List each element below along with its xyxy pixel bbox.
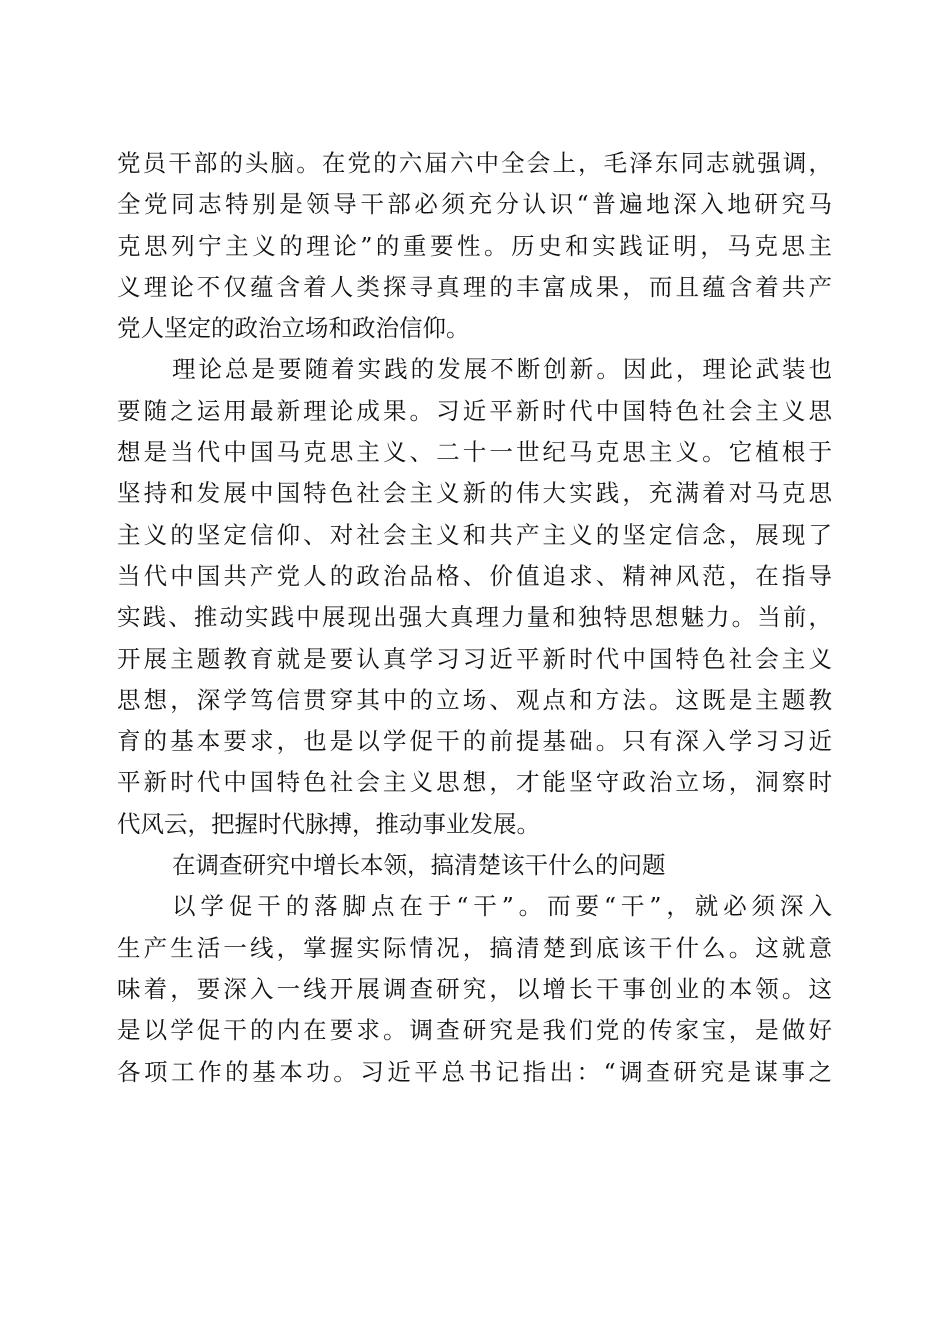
text-line: 是以学促干的内在要求。调查研究是我们党的传家宝，是做好	[117, 1016, 832, 1045]
text-line: 各项工作的基本功。习近平总书记指出：“调查研究是谋事之	[117, 1057, 832, 1086]
paragraph-2	[117, 349, 832, 845]
paragraph-3	[117, 886, 832, 1092]
text-line: 克思列宁主义的理论”的重要性。历史和实践证明，马克思主	[117, 231, 832, 260]
text-line: 想是当代中国马克思主义、二十一世纪马克思主义。它植根于	[117, 438, 832, 467]
text-line: 育的基本要求，也是以学促干的前提基础。只有深入学习习近	[117, 727, 832, 756]
text-line: 坚持和发展中国特色社会主义新的伟大实践，充满着对马克思	[117, 479, 832, 508]
text-line: 全党同志特别是领导干部必须充分认识“普遍地深入地研究马	[117, 190, 832, 219]
text-line: 平新时代中国特色社会主义思想，才能坚守政治立场，洞察时	[117, 768, 832, 797]
text-line: 理论总是要随着实践的发展不断创新。因此，理论武装也	[172, 355, 832, 384]
section-subheading: 在调查研究中增长本领，搞清楚该干什么的问题	[172, 851, 666, 880]
text-line: 开展主题教育就是要认真学习习近平新时代中国特色社会主义	[117, 644, 832, 673]
text-line: 党人坚定的政治立场和政治信仰。	[117, 314, 470, 343]
document-body	[117, 143, 832, 1093]
text-line: 思想，深学笃信贯穿其中的立场、观点和方法。这既是主题教	[117, 685, 832, 714]
paragraph-1	[117, 143, 832, 349]
text-line: 要随之运用最新理论成果。习近平新时代中国特色社会主义思	[117, 396, 832, 425]
text-line: 当代中国共产党人的政治品格、价值追求、精神风范，在指导	[117, 561, 832, 590]
text-line: 党员干部的头脑。在党的六届六中全会上，毛泽东同志就强调，	[117, 149, 832, 177]
text-line: 生产生活一线，掌握实际情况，搞清楚到底该干什么。这就意	[117, 933, 832, 962]
text-line: 实践、推动实践中展现出强大真理力量和独特思想魅力。当前，	[117, 603, 832, 632]
text-line: 以学促干的落脚点在于“干”。而要“干”，就必须深入	[172, 892, 832, 921]
text-line: 代风云，把握时代脉搏，推动事业发展。	[117, 809, 540, 838]
text-line: 主义的坚定信仰、对社会主义和共产主义的坚定信念，展现了	[117, 520, 832, 549]
text-line: 味着，要深入一线开展调查研究，以增长干事创业的本领。这	[117, 974, 832, 1003]
text-line: 义理论不仅蕴含着人类探寻真理的丰富成果，而且蕴含着共产	[117, 272, 832, 301]
